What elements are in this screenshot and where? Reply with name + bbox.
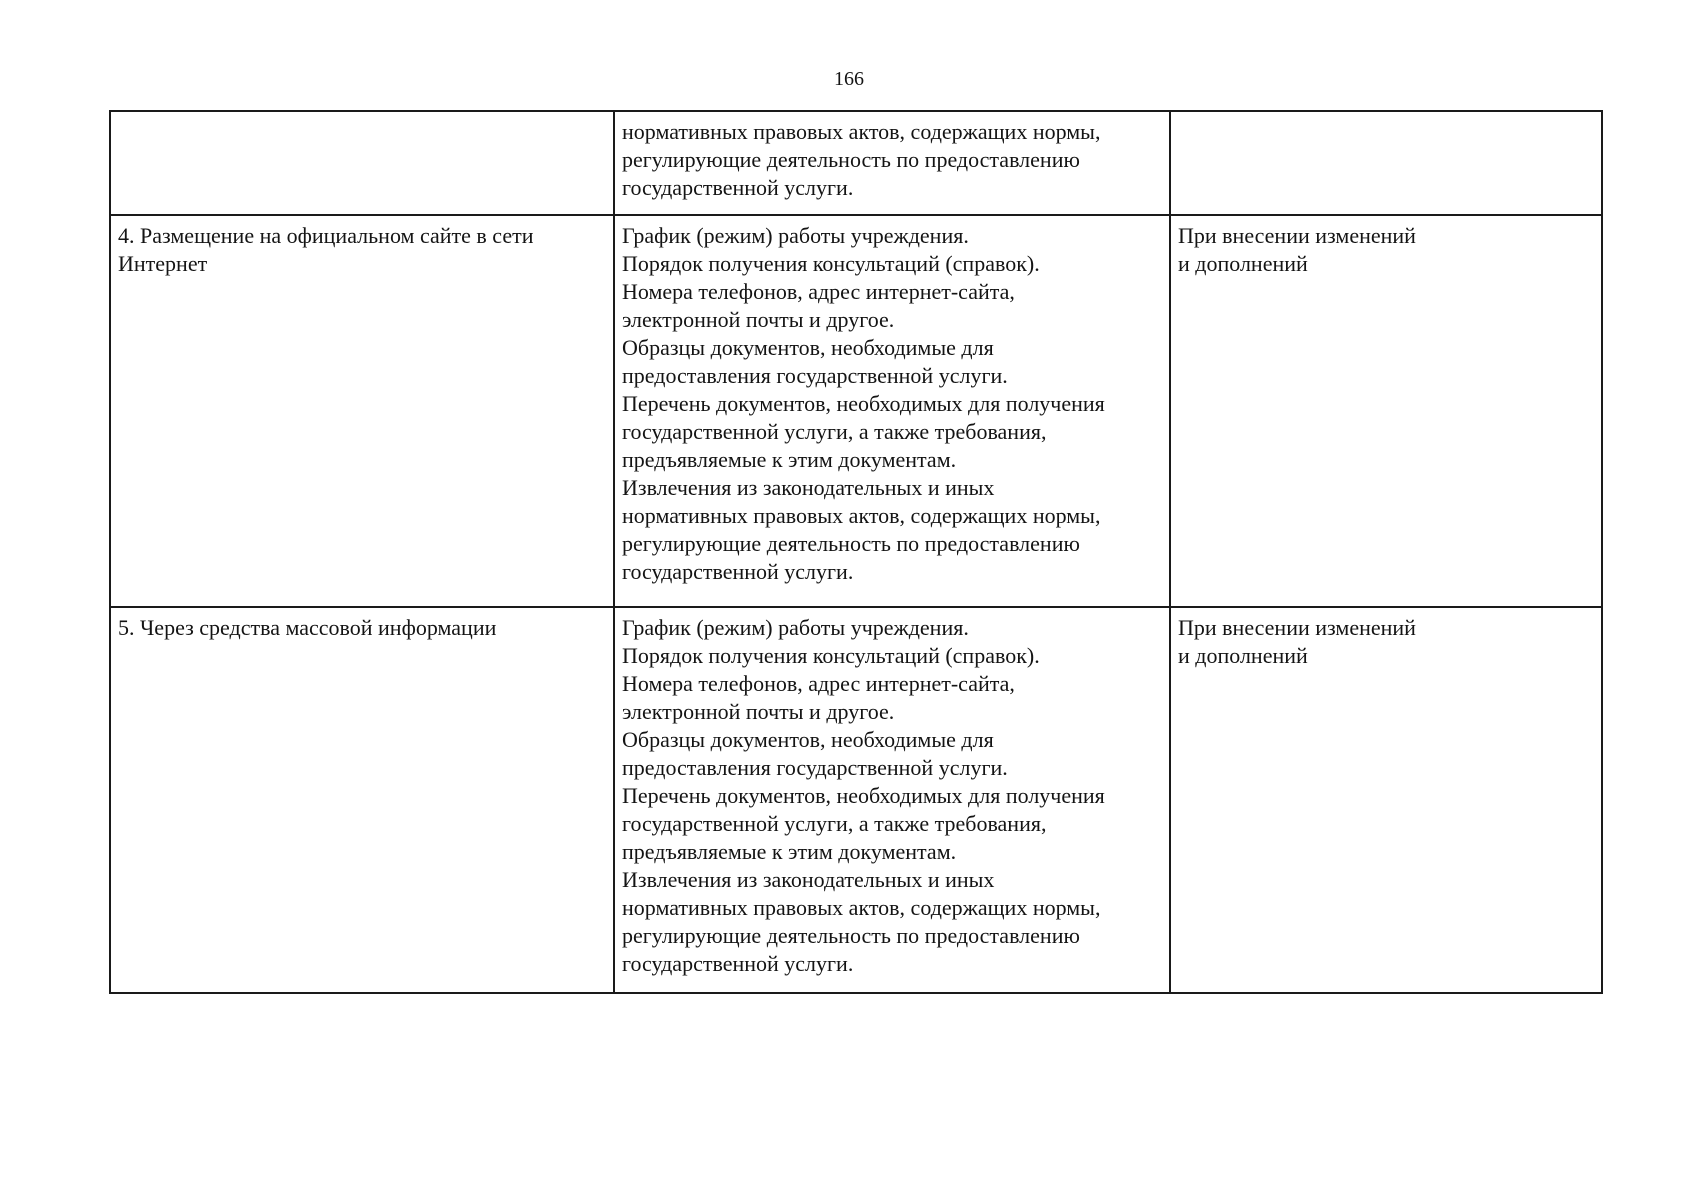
text-line: регулирующие деятельность по предоставлению — [622, 147, 1080, 172]
page-number: 166 — [834, 68, 864, 90]
text-line: Номера телефонов, адрес интернет-сайта, — [622, 279, 1015, 304]
text-line: и дополнений — [1178, 643, 1308, 668]
text-line: государственной услуги, а также требования, — [622, 419, 1047, 444]
cell-content — [614, 607, 1170, 993]
cell-method — [110, 215, 614, 607]
text-line: нормативных правовых актов, содержащих нормы, — [622, 503, 1101, 528]
text-line: 4. Размещение на официальном сайте в сети — [118, 223, 534, 248]
text-line: предоставления государственной услуги. — [622, 363, 1008, 388]
text-line: 5. Через средства массовой информации — [118, 615, 497, 640]
text-line: предъявляемые к этим документам. — [622, 839, 957, 864]
table-row-website — [110, 215, 1602, 607]
text-line: График (режим) работы учреждения. — [622, 223, 969, 248]
text-line: предъявляемые к этим документам. — [622, 447, 957, 472]
text-line: Образцы документов, необходимые для — [622, 335, 994, 360]
text-line: электронной почты и другое. — [622, 699, 895, 724]
text-line: государственной услуги. — [622, 175, 854, 200]
text-line: электронной почты и другое. — [622, 307, 895, 332]
text-line: Интернет — [118, 251, 208, 276]
text-line: При внесении изменений — [1178, 223, 1416, 248]
text-line: регулирующие деятельность по предоставлению — [622, 531, 1080, 556]
cell-period — [1170, 215, 1602, 607]
cell-content — [614, 215, 1170, 607]
info-table — [109, 110, 1603, 994]
text-line: нормативных правовых актов, содержащих нормы, — [622, 895, 1101, 920]
text-line: государственной услуги, а также требования, — [622, 811, 1047, 836]
text-line: Образцы документов, необходимые для — [622, 727, 994, 752]
text-line: Извлечения из законодательных и иных — [622, 867, 995, 892]
text-line: При внесении изменений — [1178, 615, 1416, 640]
table-row-continuation — [110, 111, 1602, 215]
cell-content — [614, 111, 1170, 215]
text-line: Порядок получения консультаций (справок). — [622, 251, 1040, 276]
cell-period — [1170, 607, 1602, 993]
table-row-mass-media — [110, 607, 1602, 993]
cell-period — [1170, 111, 1602, 215]
text-line: Перечень документов, необходимых для получения — [622, 783, 1105, 808]
text-line: График (режим) работы учреждения. — [622, 615, 969, 640]
text-line: Извлечения из законодательных и иных — [622, 475, 995, 500]
text-line: Перечень документов, необходимых для получения — [622, 391, 1105, 416]
text-line: предоставления государственной услуги. — [622, 755, 1008, 780]
text-line: государственной услуги. — [622, 951, 854, 976]
text-line: и дополнений — [1178, 251, 1308, 276]
cell-method — [110, 607, 614, 993]
text-line: Порядок получения консультаций (справок). — [622, 643, 1040, 668]
cell-method — [110, 111, 614, 215]
text-line: регулирующие деятельность по предоставлению — [622, 923, 1080, 948]
text-line: нормативных правовых актов, содержащих нормы, — [622, 119, 1101, 144]
text-line: государственной услуги. — [622, 559, 854, 584]
text-line: Номера телефонов, адрес интернет-сайта, — [622, 671, 1015, 696]
